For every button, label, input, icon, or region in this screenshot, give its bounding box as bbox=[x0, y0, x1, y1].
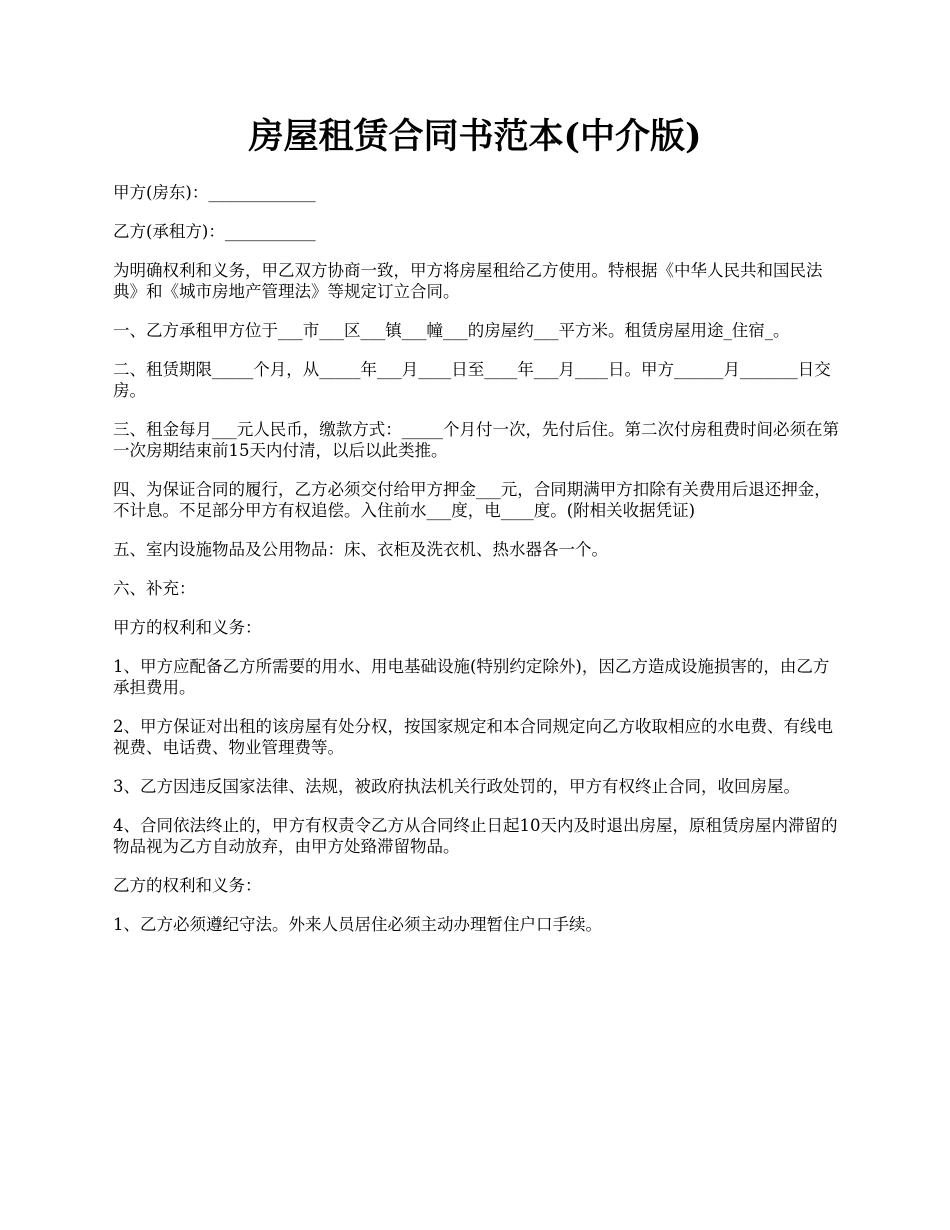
party-a-line: 甲方(房东)：_____________ bbox=[113, 183, 316, 202]
party-a-item-3: 3、乙方因违反国家法律、法规，被政府执法机关行政处罚的，甲方有权终止合同，收回房屋。 bbox=[113, 777, 800, 796]
clause-6-heading: 六、补充： bbox=[113, 579, 196, 598]
party-b-rights-heading: 乙方的权利和义务： bbox=[113, 876, 262, 895]
document-title: 房屋租赁合同书范本(中介版) bbox=[248, 116, 702, 157]
party-a-rights-heading: 甲方的权利和义务： bbox=[113, 618, 262, 637]
document-body bbox=[113, 182, 840, 953]
party-a-item-4: 4、合同依法终止的，甲方有权责令乙方从合同终止日起10天内及时退出房屋，原租赁房屋内滞留的物品视为乙方自动放弃，由甲方处臵滞留物品。 bbox=[113, 816, 838, 856]
clause-1-paragraph: 一、乙方承租甲方位于___市___区___镇___幢___的房屋约___平方米。租赁房屋用途_住宿_。 bbox=[113, 321, 790, 340]
clause-3-paragraph: 三、租金每月___元人民币，缴款方式：_____个月付一次，先付后住。第二次付房租费时间必须在第一次房期结束前15天内付清，以后以此类推。 bbox=[113, 420, 839, 460]
clause-4-paragraph: 四、为保证合同的履行，乙方必须交付给甲方押金___元，合同期满甲方扣除有关费用后退还押金，不计息。不足部分甲方有权追偿。入住前水___度，电____度。(附相关收据凭证) bbox=[113, 480, 831, 520]
clause-5-paragraph: 五、室内设施物品及公用物品：床、衣柜及洗衣机、热水器各一个。 bbox=[113, 540, 608, 559]
preamble-paragraph: 为明确权利和义务，甲乙双方协商一致，甲方将房屋租给乙方使用。特根据《中华人民共和国民法典》和《城市房地产管理法》等规定订立合同。 bbox=[113, 261, 823, 301]
clause-2-paragraph: 二、租赁期限_____个月，从_____年___月____日至____年___月____日。甲方______月_______日交房。 bbox=[113, 360, 831, 400]
party-b-line: 乙方(承租方)：___________ bbox=[113, 222, 316, 241]
party-a-item-1: 1、甲方应配备乙方所需要的用水、用电基础设施(特别约定除外)，因乙方造成设施损害的，由乙方承担费用。 bbox=[113, 657, 830, 697]
party-a-item-2: 2、甲方保证对出租的该房屋有处分权，按国家规定和本合同规定向乙方收取相应的水电费、有线电视费、电话费、物业管理费等。 bbox=[113, 717, 833, 757]
party-b-item-1: 1、乙方必须遵纪守法。外来人员居住必须主动办理暂住户口手续。 bbox=[113, 915, 602, 934]
